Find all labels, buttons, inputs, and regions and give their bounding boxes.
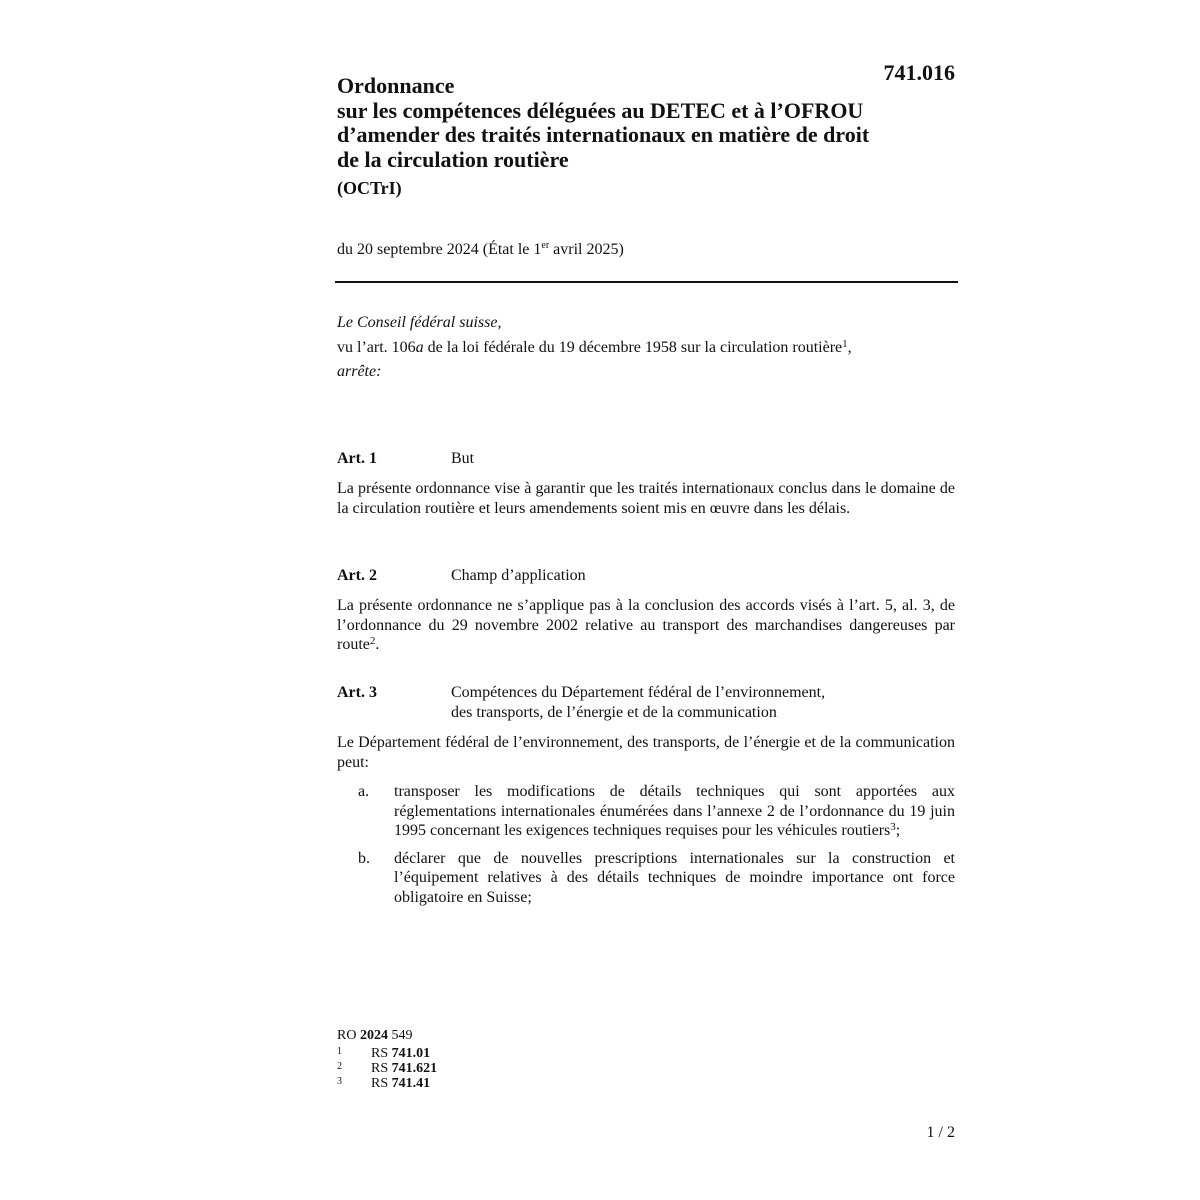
basis-suffix: de la loi fédérale du 19 décembre 1958 sur la circulation routière (423, 338, 843, 356)
footnote-prefix: RS (371, 1046, 389, 1061)
article-heading (337, 683, 955, 723)
preamble-legal-basis (337, 338, 957, 358)
basis-prefix: vu l’art. 106 (337, 338, 416, 356)
list-item (337, 849, 955, 908)
footnote-3 (337, 1076, 437, 1091)
article-title-line: des transports, de l’énergie et de la communication (451, 704, 777, 721)
footnote-number: 3 (337, 1076, 342, 1087)
article-title-line: Champ d’application (451, 567, 586, 584)
ro-page: 549 (387, 1028, 413, 1043)
date-prefix: du 20 septembre 2024 (État le 1 (337, 241, 542, 258)
list-item-text (394, 782, 955, 841)
article-title-line: Compétences du Département fédéral de l’environnement, (451, 684, 826, 701)
footnote-prefix: RS (371, 1076, 389, 1091)
footnote-number: 2 (337, 1061, 342, 1072)
footnotes (337, 1028, 437, 1091)
footnote-ref-2[interactable]: 2 (369, 635, 376, 647)
article-body-end: . (375, 636, 380, 653)
footnote-1 (337, 1046, 437, 1061)
title-line: de la circulation routière (337, 146, 569, 172)
list-item (337, 782, 955, 841)
preamble-decree: arrête: (337, 363, 382, 380)
article-heading (337, 566, 955, 586)
article-title-line: But (451, 450, 475, 467)
article-1 (337, 449, 955, 518)
preamble-authority: Le Conseil fédéral suisse, (337, 314, 502, 331)
list-item-body: transposer les modifications de détails techniques qui sont apportées aux réglementations internationales énumérées dans l’annexe 2 de l’ordonnance du 19 juin 1995 concernant les exigences techniques requises pour les véhicules routiers (394, 783, 955, 839)
page-number: 1 / 2 (926, 1124, 955, 1141)
article-number: Art. 2 (337, 567, 377, 584)
title-line: d’amender des traités internationaux en matière de droit (337, 122, 870, 147)
basis-italic: a (415, 338, 424, 356)
list-marker: a. (358, 783, 370, 800)
article-body (337, 596, 955, 655)
article-body: Le Département fédéral de l’environnement, des transports, de l’énergie et de la communication peut: (337, 734, 955, 771)
article-number: Art. 3 (337, 684, 377, 701)
title-line: sur les compétences déléguées au DETEC et à l’OFROU (337, 97, 864, 123)
footnote-ref-1[interactable]: 1 (842, 337, 848, 350)
article-title (451, 683, 955, 723)
article-body: La présente ordonnance vise à garantir que les traités internationaux conclus dans le domaine de la circulation routière et leurs amendements soient mis en œuvre dans les délais. (337, 480, 955, 517)
date-suffix: avril 2025) (549, 241, 624, 258)
date-superscript: er (541, 240, 550, 251)
list-item-text: déclarer que de nouvelles prescriptions internationales sur la construction et l’équipement relatives à des détails techniques de moindre importance ont force obligatoire en Suisse; (394, 849, 955, 906)
article-body-text: La présente ordonnance ne s’applique pas à la conclusion des accords visés à l’art. 5, al. 3, de l’ordonnance du 29 novembre 2002 relative au transport des marchandises dangereuses par route (337, 597, 955, 653)
sr-number: 741.016 (883, 60, 955, 85)
article-title (451, 566, 955, 586)
article-title (451, 449, 955, 469)
article-3 (337, 683, 955, 915)
ro-reference (337, 1028, 437, 1043)
footnote-prefix: RS (371, 1061, 389, 1076)
footnote-ref[interactable]: 741.41 (391, 1076, 431, 1091)
document-date (337, 241, 624, 259)
list-marker: b. (358, 849, 370, 867)
ro-prefix: RO (337, 1028, 360, 1043)
footnote-ref[interactable]: 741.01 (391, 1046, 431, 1061)
article-number: Art. 1 (337, 450, 377, 467)
footnote-ref-3[interactable]: 3 (890, 821, 896, 833)
basis-end: , (847, 338, 852, 356)
footnote-ref[interactable]: 741.621 (391, 1061, 438, 1076)
document-title (337, 74, 957, 172)
title-line: Ordonnance (337, 73, 455, 98)
header-divider (335, 281, 958, 283)
footnote-2 (337, 1061, 437, 1076)
article-heading (337, 449, 955, 469)
article-list (337, 782, 955, 907)
preamble (337, 313, 957, 387)
abbreviation: (OCTrI) (337, 178, 402, 198)
list-item-end: ; (895, 822, 901, 839)
ro-year: 2024 (359, 1028, 388, 1043)
article-2 (337, 566, 955, 655)
footnote-number: 1 (337, 1046, 342, 1057)
